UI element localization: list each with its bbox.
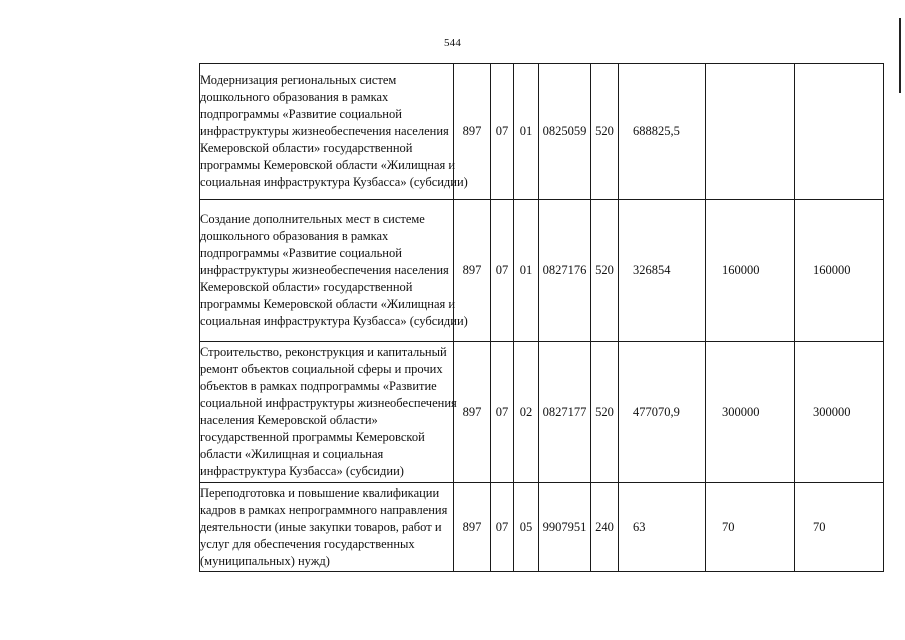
ministry-code-cell: 897 xyxy=(454,342,491,483)
expense-type-cell: 520 xyxy=(591,342,619,483)
description-line: Строительство, реконструкция и капитальный xyxy=(200,345,447,359)
description-line: подпрограммы «Развитие социальной xyxy=(200,107,402,121)
target-article-cell: 0827176 xyxy=(539,200,591,342)
amount-year-1-cell: 63 xyxy=(619,483,706,572)
subsection-code-cell: 01 xyxy=(514,200,539,342)
section-code-cell: 07 xyxy=(491,483,514,572)
section-code-cell: 07 xyxy=(491,342,514,483)
amount-year-2-cell: 70 xyxy=(706,483,795,572)
description-line: области «Жилищная и социальная xyxy=(200,447,384,461)
description-line: ремонт объектов социальной сферы и прочих xyxy=(200,362,443,376)
target-article-cell: 0825059 xyxy=(539,64,591,200)
amount-year-3-cell xyxy=(795,64,884,200)
description-cell xyxy=(200,64,468,200)
description-line: объектов в рамках подпрограммы «Развитие xyxy=(200,379,437,393)
expense-type-cell: 240 xyxy=(591,483,619,572)
description-cell xyxy=(200,342,457,483)
description-line: (муниципальных) нужд) xyxy=(200,553,330,568)
description-cell xyxy=(200,483,454,572)
description-line: социальная инфраструктура Кузбасса» (субсидии) xyxy=(200,175,468,189)
table-row xyxy=(200,342,884,483)
description-line: услуг для обеспечения государственных xyxy=(200,536,415,551)
description-line: социальная инфраструктура Кузбасса» (субсидии) xyxy=(200,314,468,328)
table-row xyxy=(200,483,884,572)
ministry-code-cell: 897 xyxy=(454,483,491,572)
description-line: Переподготовка и повышение квалификации xyxy=(200,485,440,500)
amount-year-2-cell: 300000 xyxy=(706,342,795,483)
subsection-code-cell: 02 xyxy=(514,342,539,483)
amount-year-2-cell xyxy=(706,64,795,200)
description-line: дошкольного образования в рамках xyxy=(200,229,389,243)
scan-edge-mark xyxy=(899,18,901,93)
amount-year-3-cell: 160000 xyxy=(795,200,884,342)
ministry-code-cell: 897 xyxy=(454,64,491,200)
target-article-cell: 0827177 xyxy=(539,342,591,483)
description-cell xyxy=(200,200,468,342)
ministry-code-cell: 897 xyxy=(454,200,491,342)
description-line: Создание дополнительных мест в системе xyxy=(200,212,425,226)
description-line: подпрограммы «Развитие социальной xyxy=(200,246,402,260)
table-body xyxy=(200,64,884,572)
table-row xyxy=(200,64,884,200)
amount-year-2-cell: 160000 xyxy=(706,200,795,342)
description-line: Кемеровской области» государственной xyxy=(200,141,413,155)
description-line: инфраструктуры жизнеобеспечения населения xyxy=(200,263,449,277)
table-row xyxy=(200,200,884,342)
subsection-code-cell: 05 xyxy=(514,483,539,572)
description-line: программы Кемеровской области «Жилищная и xyxy=(200,297,456,311)
description-line: государственной программы Кемеровской xyxy=(200,430,425,444)
description-line: программы Кемеровской области «Жилищная и xyxy=(200,158,456,172)
description-line: деятельности (иные закупки товаров, работ и xyxy=(200,519,442,534)
description-line: кадров в рамках непрограммного направления xyxy=(200,502,448,517)
target-article-cell: 9907951 xyxy=(539,483,591,572)
amount-year-3-cell: 300000 xyxy=(795,342,884,483)
subsection-code-cell: 01 xyxy=(514,64,539,200)
description-line: Кемеровской области» государственной xyxy=(200,280,413,294)
section-code-cell: 07 xyxy=(491,64,514,200)
expense-type-cell: 520 xyxy=(591,200,619,342)
amount-year-1-cell: 688825,5 xyxy=(619,64,706,200)
description-line: инфраструктуры жизнеобеспечения населения xyxy=(200,124,449,138)
description-line: социальной инфраструктуры жизнеобеспечения xyxy=(200,396,457,410)
description-line: дошкольного образования в рамках xyxy=(200,90,389,104)
description-line: Модернизация региональных систем xyxy=(200,73,397,87)
section-code-cell: 07 xyxy=(491,200,514,342)
expense-type-cell: 520 xyxy=(591,64,619,200)
description-line: населения Кемеровской области» xyxy=(200,413,378,427)
page-number: 544 xyxy=(443,37,462,49)
description-line: инфраструктура Кузбасса» (субсидии) xyxy=(200,464,404,478)
amount-year-1-cell: 326854 xyxy=(619,200,706,342)
amount-year-1-cell: 477070,9 xyxy=(619,342,706,483)
budget-table xyxy=(199,63,884,572)
amount-year-3-cell: 70 xyxy=(795,483,884,572)
